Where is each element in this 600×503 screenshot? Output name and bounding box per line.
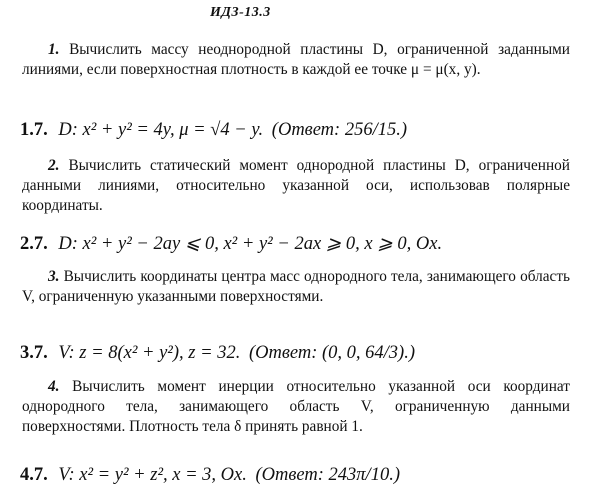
problem-4-7-formula: V: x² = y² + z², x = 3, Ox. bbox=[58, 465, 247, 485]
problem-4-7-answer: (Ответ: 243π/10.) bbox=[255, 465, 400, 485]
problem-3-7 bbox=[20, 341, 415, 365]
task-2-statement bbox=[22, 156, 570, 216]
task-1-statement bbox=[22, 40, 570, 80]
problem-3-7-number: 3.7. bbox=[20, 343, 48, 363]
problem-1-7-formula: D: x² + y² = 4y, μ = √4 − y. bbox=[58, 120, 264, 140]
task-1-number: 1. bbox=[48, 41, 60, 58]
problem-1-7-answer: (Ответ: 256/15.) bbox=[271, 120, 407, 140]
task-2-number: 2. bbox=[48, 157, 60, 174]
task-3-text: Вычислить координаты центра масс однородного тела, занимающего область V, ограниченную указанными поверхностями. bbox=[22, 268, 570, 305]
task-3-statement bbox=[22, 267, 570, 307]
problem-3-7-answer: (Ответ: (0, 0, 64/3).) bbox=[248, 343, 415, 363]
task-4-statement bbox=[22, 377, 570, 437]
task-2-text: Вычислить статический момент однородной пластины D, ограниченной данными линиями, относительно указанной оси, использовав полярные координаты. bbox=[22, 157, 570, 214]
problem-2-7-number: 2.7. bbox=[20, 234, 48, 254]
page-header: ИДЗ-13.3 bbox=[210, 5, 271, 20]
task-3-number: 3. bbox=[48, 268, 60, 285]
task-1-text: Вычислить массу неоднородной пластины D, ограниченной заданными линиями, если поверхностная плотность в каждой ее точке μ = μ(x, y). bbox=[22, 41, 570, 78]
problem-4-7 bbox=[20, 463, 400, 487]
problem-2-7-formula: D: x² + y² − 2ay ⩽ 0, x² + y² − 2ax ⩾ 0, x ⩾ 0, Ox. bbox=[58, 234, 443, 254]
problem-4-7-number: 4.7. bbox=[20, 465, 48, 485]
task-4-text: Вычислить момент инерции относительно указанной оси координат однородного тела, занимающего область V, ограниченную данными поверхностями. Плотность тела δ принять равной 1. bbox=[22, 378, 570, 435]
problem-2-7 bbox=[20, 232, 442, 256]
problem-1-7 bbox=[20, 118, 407, 142]
task-4-number: 4. bbox=[48, 378, 60, 395]
problem-1-7-number: 1.7. bbox=[20, 120, 48, 140]
problem-3-7-formula: V: z = 8(x² + y²), z = 32. bbox=[58, 343, 241, 363]
